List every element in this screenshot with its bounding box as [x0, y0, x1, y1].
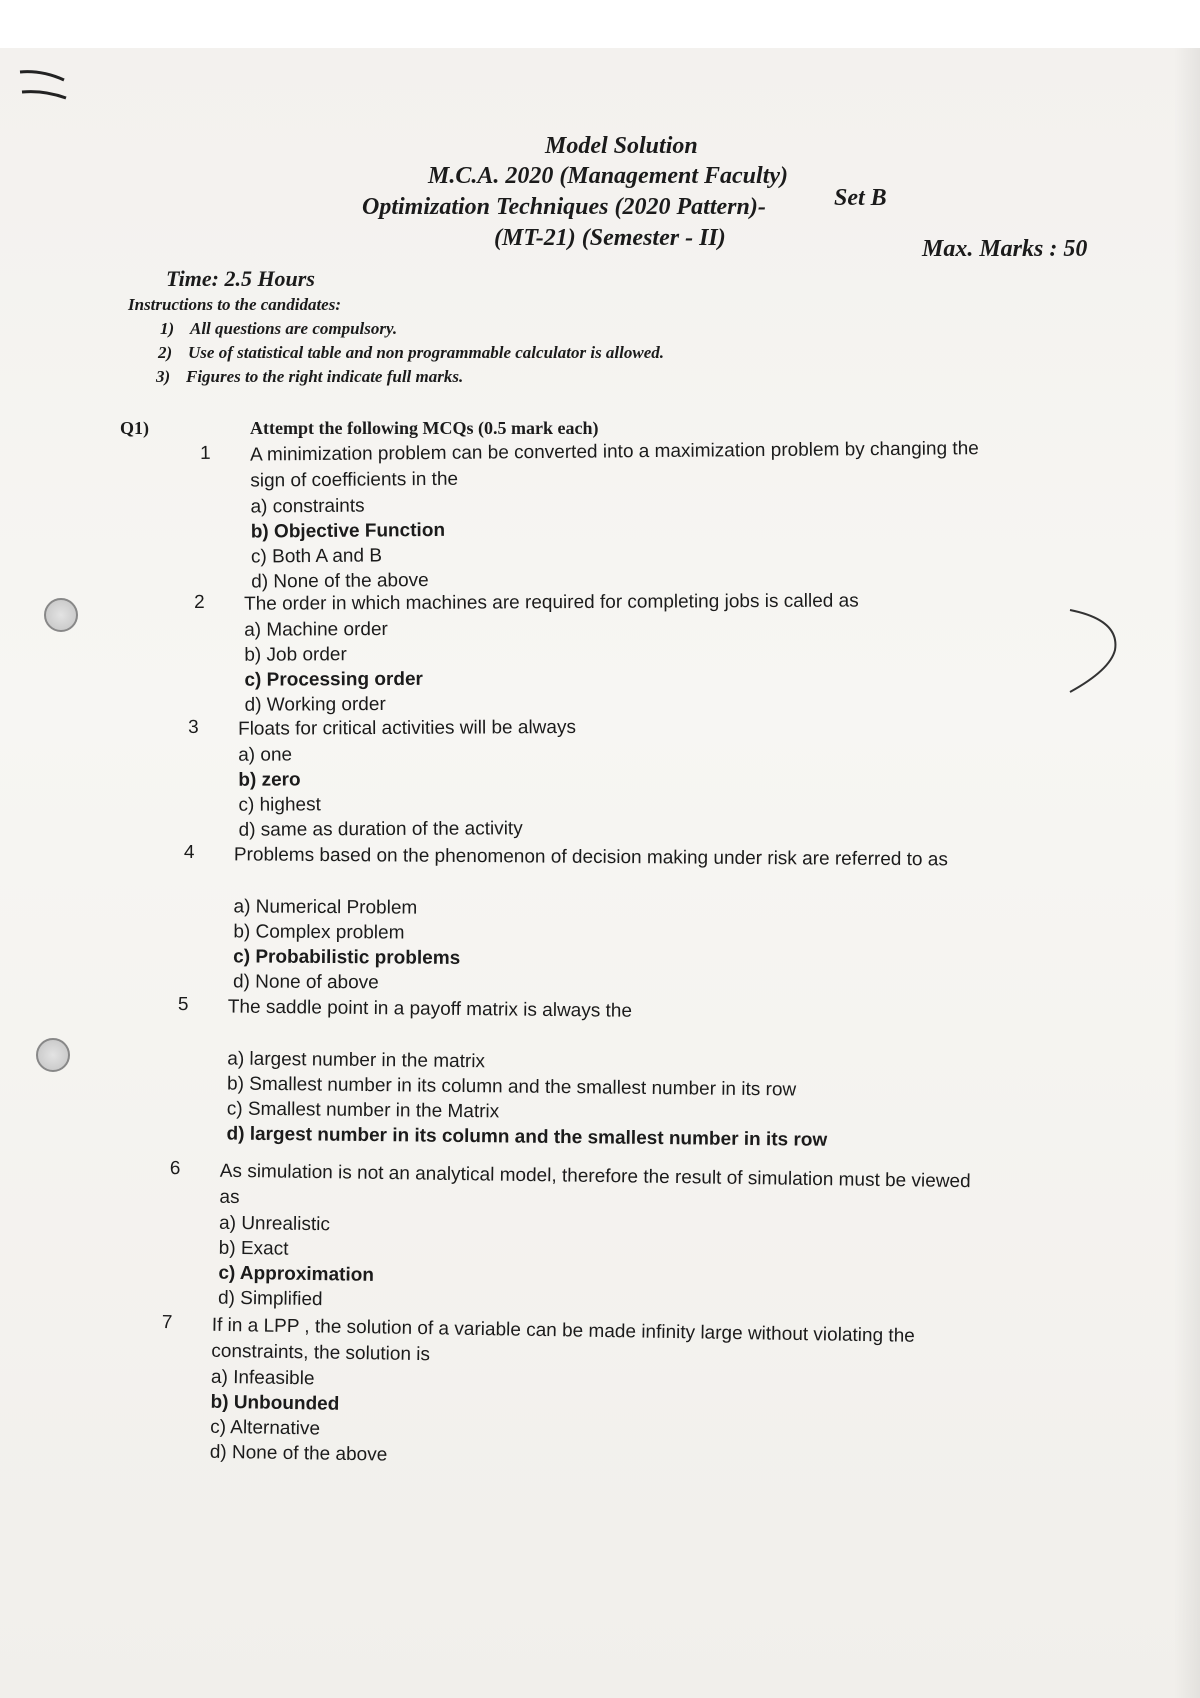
set-label: Set B [834, 185, 887, 211]
option-list [244, 617, 423, 718]
question-number: 1 [200, 442, 211, 464]
course-code: (MT-21) (Semester - II) [494, 225, 726, 251]
question-number: 6 [169, 1158, 181, 1180]
section-label: Q1) [120, 418, 149, 438]
question-text [238, 715, 576, 743]
option: b) Exact [218, 1237, 289, 1260]
question-text-line: A minimization problem can be converted into a maximization problem by changing the [250, 438, 979, 466]
max-marks: Max. Marks : 50 [922, 236, 1088, 262]
option-list [226, 1047, 828, 1153]
hole-punch [36, 1038, 70, 1072]
question-number: 4 [183, 842, 195, 864]
instruction-item [156, 367, 463, 387]
question-text [244, 589, 859, 618]
instruction-number: 2) [158, 343, 173, 362]
question-text-line: sign of coefficients in the [250, 468, 459, 492]
pen-marks [12, 60, 72, 110]
course-title: M.C.A. 2020 (Management Faculty) [428, 163, 789, 189]
option: d) Working order [244, 693, 386, 716]
question-text-line: Floats for critical activities will be always [238, 716, 576, 740]
option: d) None of above [232, 971, 379, 994]
option: a) largest number in the matrix [227, 1048, 486, 1073]
option: d) None of the above [251, 570, 429, 593]
instructions-heading: Instructions to the candidates: [128, 295, 342, 314]
option: d) Simplified [217, 1287, 323, 1311]
question-text [250, 436, 979, 494]
section-heading: Attempt the following MCQs (0.5 mark each) [250, 418, 599, 438]
option: a) Infeasible [210, 1366, 315, 1390]
option: b) Complex problem [233, 921, 405, 944]
instruction-item [158, 343, 664, 363]
option: b) Job order [244, 644, 347, 666]
question-text-line: The saddle point in a payoff matrix is always the [227, 996, 633, 1022]
question-text-line: constraints, the solution is [211, 1340, 431, 1366]
option: a) Unrealistic [218, 1212, 331, 1236]
subject-title: Optimization Techniques (2020 Pattern)- [362, 194, 766, 220]
question-number: 2 [194, 591, 205, 613]
option: b) Smallest number in its column and the smallest number in its row [226, 1073, 797, 1101]
instruction-number: 1) [160, 319, 175, 338]
option: c) Both A and B [250, 545, 383, 568]
option-list [250, 493, 445, 595]
correct-option: b) zero [238, 769, 301, 791]
question-text-line: Problems based on the phenomenon of decision making under risk are referred to as [233, 844, 948, 871]
page-title: Model Solution [545, 133, 698, 159]
option-list [218, 1211, 375, 1313]
option: a) one [238, 744, 293, 766]
question-number: 7 [161, 1312, 173, 1334]
question-text-line: If in a LPP , the solution of a variable can be made infinity large without violating the [211, 1314, 915, 1347]
instruction-number: 3) [156, 367, 171, 386]
exam-time: Time: 2.5 Hours [166, 266, 315, 291]
correct-option: c) Processing order [244, 668, 423, 691]
question-number: 3 [188, 716, 199, 738]
instruction-item [160, 319, 397, 339]
page-edge-shadow [1174, 48, 1200, 1698]
option: c) Smallest number in the Matrix [226, 1098, 500, 1123]
correct-option: d) largest number in its column and the smallest number in its row [226, 1123, 828, 1151]
question-text-line: The order in which machines are required for completing jobs is called as [244, 590, 859, 615]
question-number: 5 [177, 994, 189, 1016]
instruction-text: Use of statistical table and non programmable calculator is allowed. [188, 343, 665, 362]
option: d) None of the above [209, 1441, 388, 1466]
correct-option: b) Unbounded [210, 1391, 340, 1415]
option: c) highest [238, 794, 321, 816]
option-list [233, 894, 461, 996]
question-text-line: as [219, 1186, 240, 1208]
correct-option: c) Probabilistic problems [233, 946, 461, 969]
instruction-text: All questions are compulsory. [190, 319, 398, 338]
option: d) same as duration of the activity [238, 818, 523, 841]
instruction-text: Figures to the right indicate full marks. [186, 367, 464, 386]
question-text [234, 842, 948, 899]
option: c) Alternative [210, 1416, 321, 1440]
option: a) Numerical Problem [233, 896, 418, 919]
question-text [227, 995, 632, 1051]
option: a) constraints [250, 495, 365, 518]
hole-punch [44, 598, 78, 632]
question-text-line: As simulation is not an analytical model, therefore the result of simulation must be viewed [219, 1160, 971, 1193]
correct-option: b) Objective Function [250, 519, 446, 543]
pen-stroke [1060, 600, 1200, 700]
correct-option: c) Approximation [218, 1262, 375, 1286]
option-list [210, 1365, 389, 1468]
option-list [238, 741, 523, 842]
option: a) Machine order [244, 618, 388, 641]
